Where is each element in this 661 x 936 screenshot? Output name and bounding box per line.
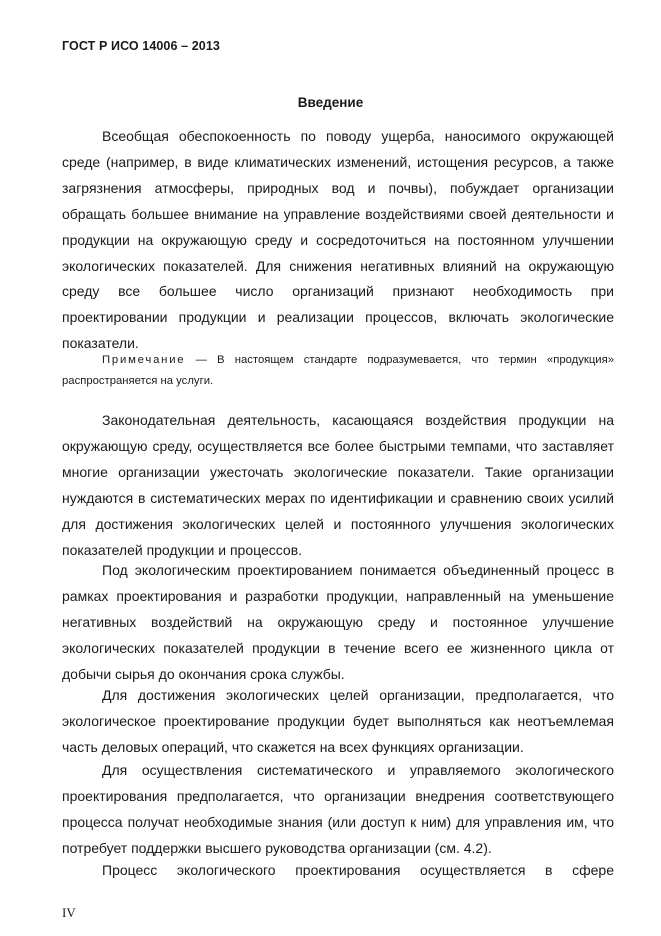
note xyxy=(62,350,614,392)
document-code-header: ГОСТ Р ИСО 14006 – 2013 xyxy=(62,39,220,53)
note-label: Примечание xyxy=(102,354,186,366)
paragraph-1: Всеобщая обеспокоенность по поводу ущерба, наносимого окружающей среде (например, в виде климатических изменений, истощения ресурсов, а также загрязнения атмосферы, природных вод и почвы), побуждает организации обращать большее внимание на управление воздействиями своей деятельности и продукции на окружающую среду и сосредоточиться на постоянном улучшении экологических показателей. Для снижения негативных влияний на окружающую среду все большее число организаций признают необходимость при проектировании продукции и реализации процессов, включать экологические показатели. xyxy=(62,128,614,352)
paragraph-6: Процесс экологического проектирования осуществляется в сфере xyxy=(102,862,614,878)
section-title: Введение xyxy=(297,95,364,110)
paragraph-2: Законодательная деятельность, касающаяся воздействия продукции на окружающую среду, осуществляется все более быстрыми темпами, что заставляет многие организации ужесточать экологические показатели. Такие организации нуждаются в систематических мерах по идентификации и сравнению своих усилий для достижения экологических целей и постоянного улучшения экологических показателей продукции и процессов. xyxy=(62,412,614,558)
note-text: — В настоящем стандарте подразумевается, что термин «продукция» распространяется на услуги. xyxy=(62,354,614,387)
paragraph-3: Под экологическим проектированием понимается объединенный процесс в рамках проектирования и разработки продукции, направленный на уменьшение негативных воздействий на окружающую среду и постоянное улучшение экологических показателей продукции в течение всего ее жизненного цикла от добычи сырья до окончания срока службы. xyxy=(62,562,614,682)
paragraph-5: Для осуществления систематического и управляемого экологического проектирования предполагается, что организации внедрения соответствующего процесса получат необходимые знания (или доступ к ним) для управления им, что потребует поддержки высшего руководства организации (см. 4.2). xyxy=(62,762,614,856)
paragraph-4: Для достижения экологических целей организации, предполагается, что экологическое проектирование продукции будет выполняться как неотъемлемая часть деловых операций, что скажется на всех функциях организации. xyxy=(62,687,614,755)
page-number: IV xyxy=(62,905,76,920)
